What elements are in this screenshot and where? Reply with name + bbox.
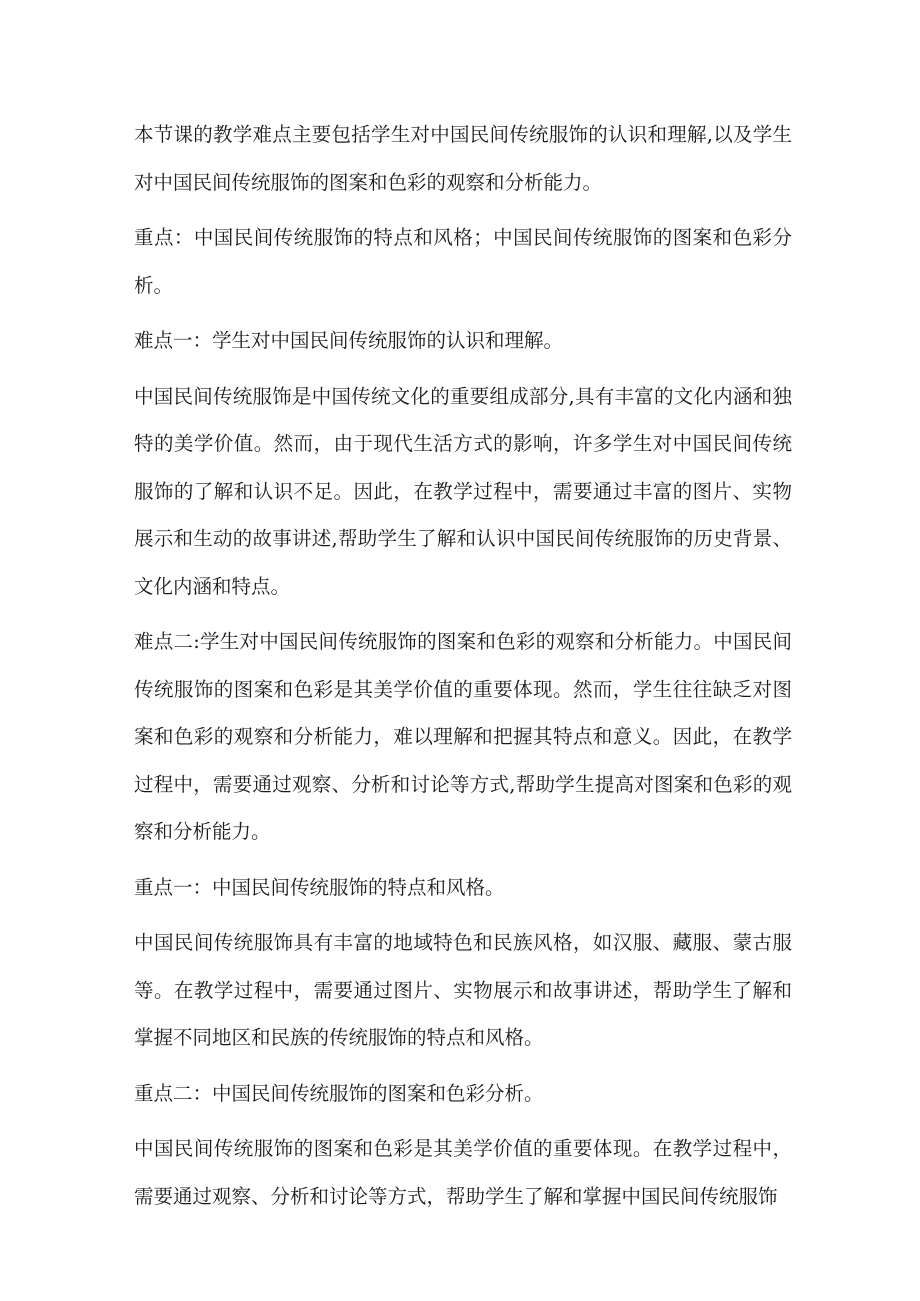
heading-difficulty-one: 难点一：学生对中国民间传统服饰的认识和理解。	[134, 329, 564, 352]
paragraph-key-point-one-body: 中国民间传统服饰具有丰富的地域特色和民族风格，如汉服、藏服、蒙古服等。在教学过程中，需要通过图片、实物展示和故事讲述，帮助学生了解和掌握不同地区和民族的传统服饰的特点和风格。	[134, 931, 792, 1049]
paragraph-difficulty-one-body: 中国民间传统服饰是中国传统文化的重要组成部分,具有丰富的文化内涵和独特的美学价值。然而，由于现代生活方式的影响，许多学生对中国民间传统服饰的了解和认识不足。因此，在教学过程中，需要通过丰富的图片、实物展示和生动的故事讲述,帮助学生了解和认识中国民间传统服饰的历史背景、文化内涵和特点。	[134, 384, 792, 598]
paragraph-difficulties-intro: 本节课的教学难点主要包括学生对中国民间传统服饰的认识和理解,以及学生对中国民间传统服饰的图案和色彩的观察和分析能力。	[134, 123, 792, 194]
paragraph-key-point-two-body: 中国民间传统服饰的图案和色彩是其美学价值的重要体现。在教学过程中，需要通过观察、分析和讨论等方式，帮助学生了解和掌握中国民间传统服饰	[134, 1137, 792, 1208]
heading-key-point-two: 重点二：中国民间传统服饰的图案和色彩分析。	[134, 1081, 544, 1105]
heading-key-point-one: 重点一：中国民间传统服饰的特点和风格。	[134, 875, 505, 899]
paragraph-key-points: 重点：中国民间传统服饰的特点和风格；中国民间传统服饰的图案和色彩分析。	[134, 226, 792, 297]
paragraph-difficulty-two: 难点二:学生对中国民间传统服饰的图案和色彩的观察和分析能力。中国民间传统服饰的图案和色彩是其美学价值的重要体现。然而，学生往往缺乏对图案和色彩的观察和分析能力，难以理解和把握其特点和意义。因此，在教学过程中，需要通过观察、分析和讨论等方式,帮助学生提高对图案和色彩的观察和分析能力。	[134, 630, 792, 843]
